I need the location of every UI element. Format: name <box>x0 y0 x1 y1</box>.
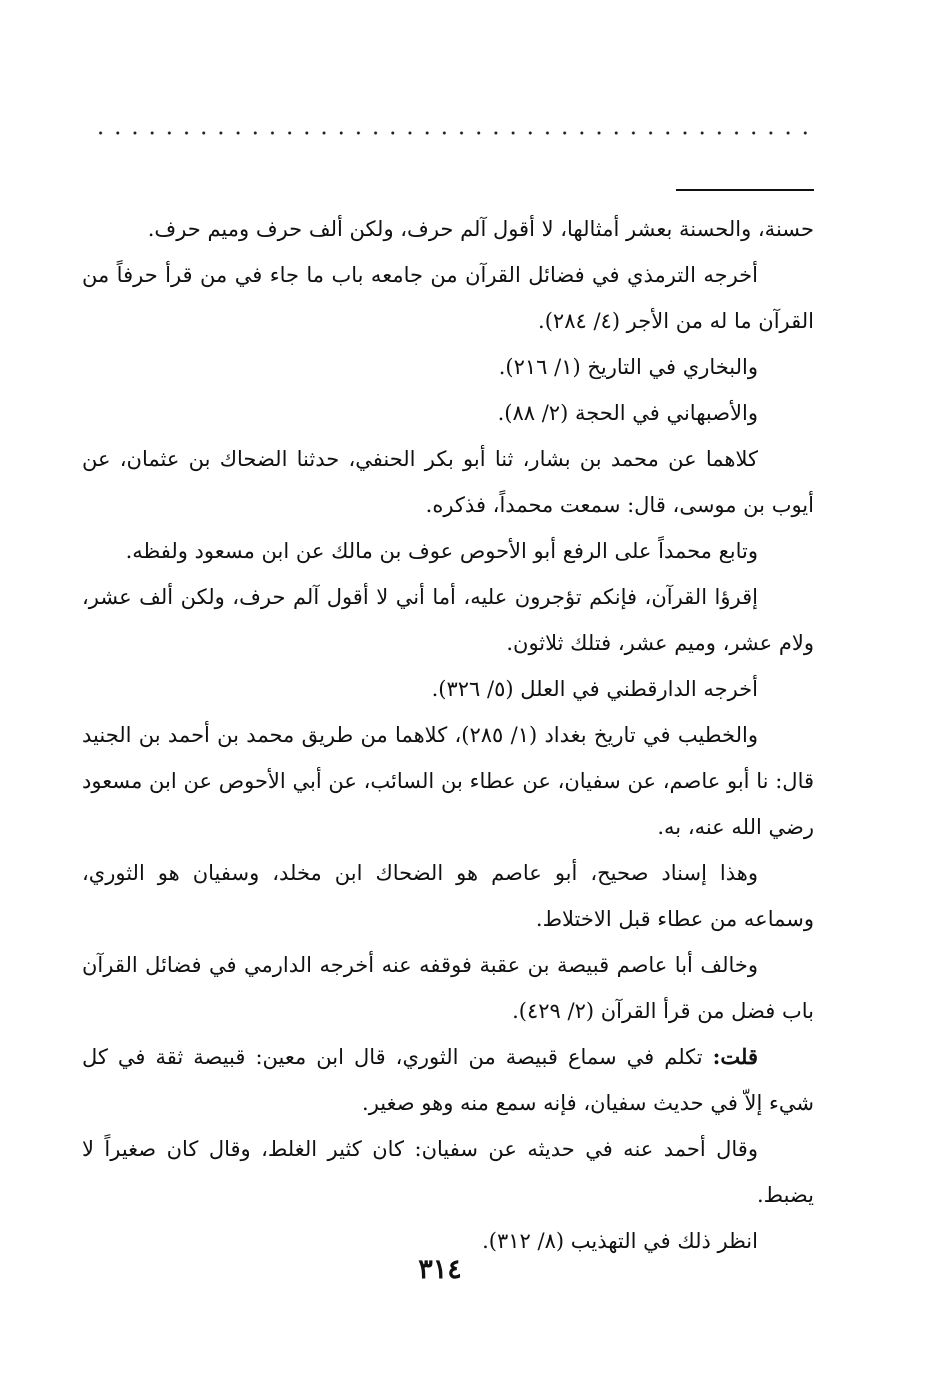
page-number: ٣١٤ <box>418 1254 462 1285</box>
paragraph: والبخاري في التاريخ (١/ ٢١٦). <box>498 355 758 379</box>
paragraph: وهذا إسناد صحيح، أبو عاصم هو الضحاك ابن مخلد، وسفيان هو الثوري، وسماعه من عطاء قبل الاختلاط. <box>82 861 814 931</box>
paragraph: والأصبهاني في الحجة (٢/ ٨٨). <box>497 401 758 425</box>
paragraph: حسنة، والحسنة بعشر أمثالها، لا أقول آلم حرف، ولكن ألف حرف وميم حرف. <box>147 217 814 241</box>
paragraph: أخرجه الدارقطني في العلل (٥/ ٣٢٦). <box>431 677 758 701</box>
paragraph: وخالف أبا عاصم قبيصة بن عقبة فوقفه عنه أخرجه الدارمي في فضائل القرآن باب فضل من قرأ القرآن (٢/ ٤٢٩). <box>82 953 814 1023</box>
footnotes-text <box>82 206 814 1264</box>
paragraph: أخرجه الترمذي في فضائل القرآن من جامعه باب ما جاء في من قرأ حرفاً من القرآن ما له من الأجر (٤/ ٢٨٤). <box>82 263 814 333</box>
paragraph: انظر ذلك في التهذيب (٨/ ٣١٢). <box>482 1229 758 1253</box>
note-text: تكلم في سماع قبيصة من الثوري، قال ابن معين: قبيصة ثقة في كل شيء إلاّ في حديث سفيان، فإنه سمع منه وهو صغير. <box>82 1045 814 1115</box>
paragraph: وتابع محمداً على الرفع أبو الأحوص عوف بن مالك عن ابن مسعود ولفظه. <box>125 539 758 563</box>
paragraph <box>82 1034 814 1126</box>
paragraph: والخطيب في تاريخ بغداد (١/ ٢٨٥)، كلاهما من طريق محمد بن أحمد بن الجنيد قال: نا أبو عاصم، عن سفيان، عن عطاء بن السائب، عن أبي الأحوص عن ابن مسعود رضي الله عنه، به. <box>82 723 814 839</box>
paragraph: كلاهما عن محمد بن بشار، ثنا أبو بكر الحنفي، حدثنا الضحاك بن عثمان، عن أيوب بن موسى، قال: سمعت محمداً، فذكره. <box>82 447 814 517</box>
footnote-rule <box>676 189 814 191</box>
paragraph: إقرؤا القرآن، فإنكم تؤجرون عليه، أما أني لا أقول آلم حرف، ولكن ألف عشر، ولام عشر، وميم عشر، فتلك ثلاثون. <box>82 585 814 655</box>
paragraph: وقال أحمد عنه في حديثه عن سفيان: كان كثير الغلط، وقال كان صغيراً لا يضبط. <box>82 1137 814 1207</box>
note-label: قلت: <box>712 1044 758 1069</box>
dotted-separator <box>92 130 814 136</box>
